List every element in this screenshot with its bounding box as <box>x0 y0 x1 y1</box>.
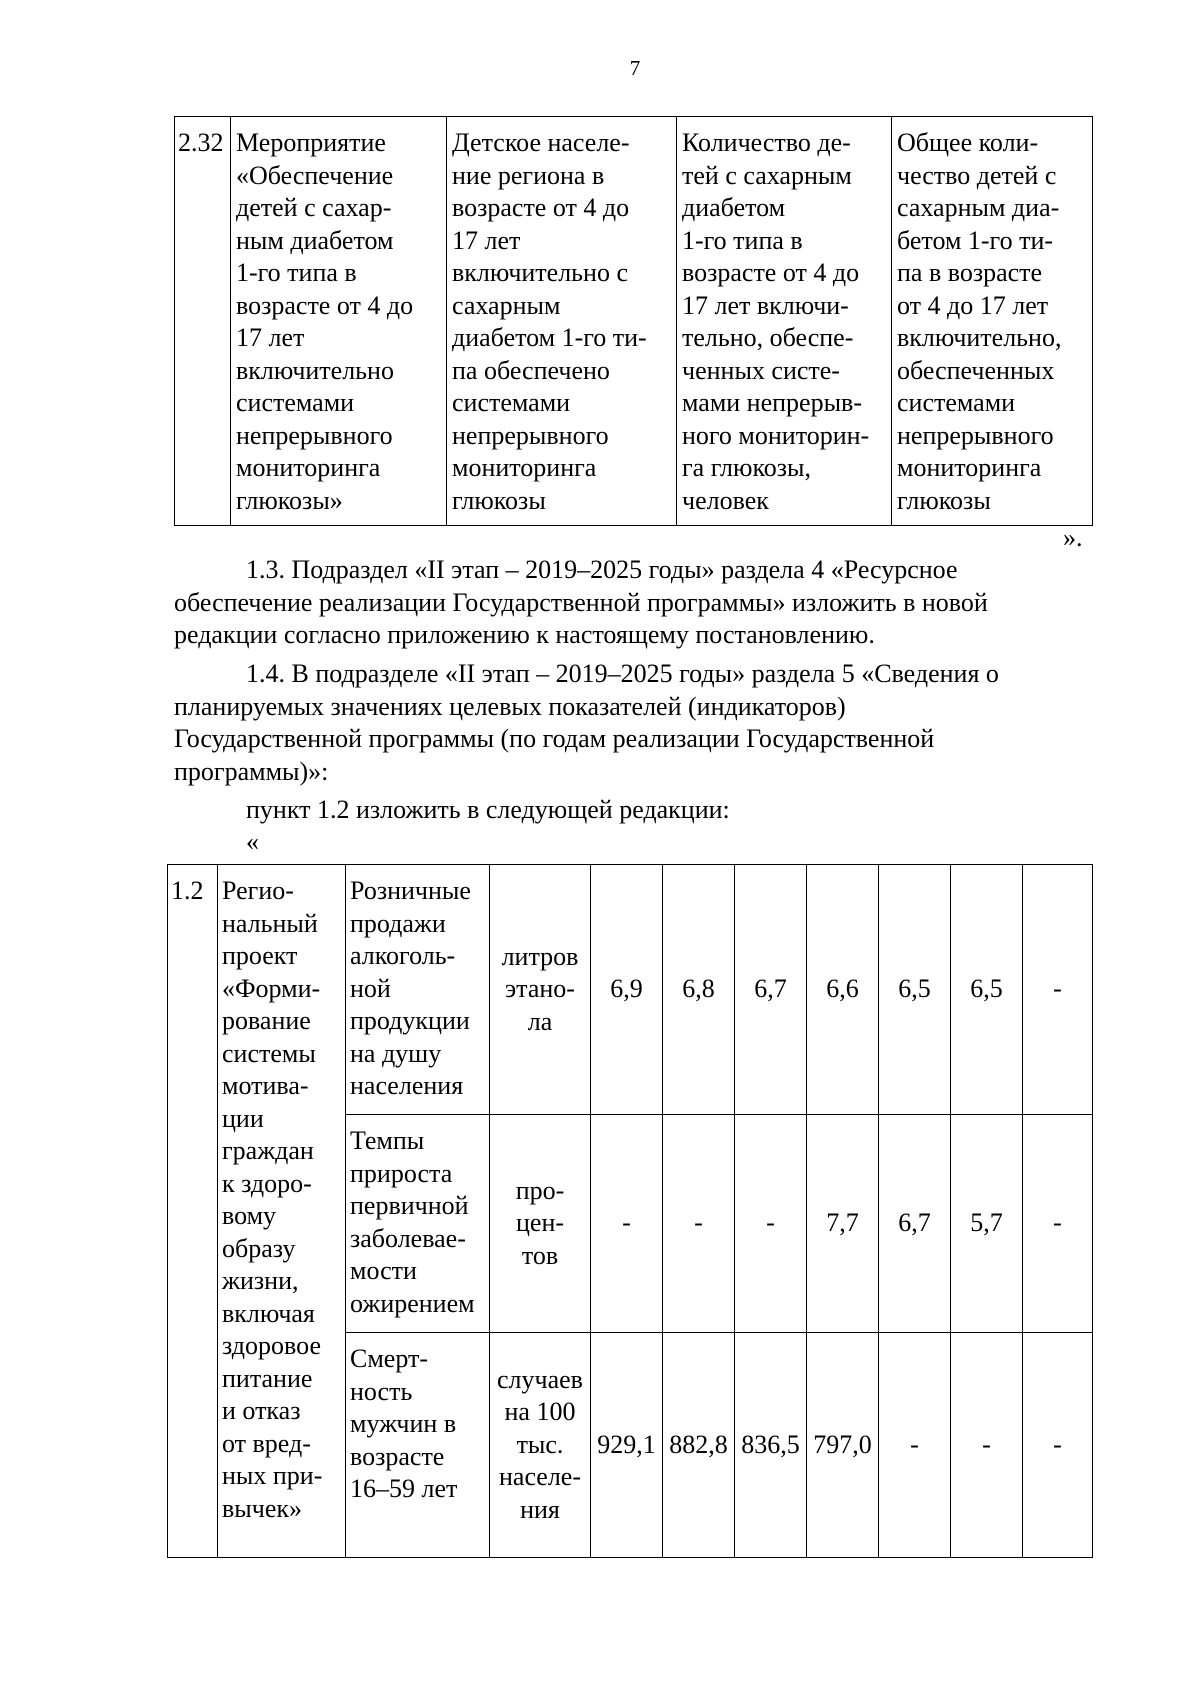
value-cell: 6,7 <box>879 1115 951 1333</box>
cell-line: на душу <box>350 1038 442 1068</box>
activity-name-cell <box>231 117 447 526</box>
value-cell: 836,5 <box>735 1333 807 1558</box>
project-name-cell <box>218 865 346 1558</box>
cell-line: системами <box>897 388 1016 417</box>
cell-line: вычек» <box>222 1493 302 1523</box>
cell-line: па в возрасте <box>897 258 1043 287</box>
cell-line: ожирением <box>350 1288 475 1318</box>
cell-line: возрасте от 4 до <box>682 258 860 287</box>
cell-line: сахарным <box>452 290 561 320</box>
paragraph-point-1-2: пункт 1.2 изложить в следующей редакции: <box>246 795 730 824</box>
indicator-basis-cell <box>892 117 1093 526</box>
cell-line: включительно, <box>897 323 1062 352</box>
cell-line: диабетом 1-го ти- <box>452 323 647 352</box>
value-cell: - <box>1023 865 1093 1115</box>
cell-line: га глюкозы, <box>682 453 811 482</box>
cell-line: населе- <box>498 1462 582 1492</box>
cell-line: ла <box>527 1006 553 1036</box>
cell-line: глюкозы <box>452 485 546 515</box>
unit-cell <box>490 865 591 1115</box>
cell-line: мотива- <box>222 1071 309 1100</box>
cell-line: «Обеспечение <box>236 160 394 190</box>
cell-line: Детское населе- <box>452 128 630 157</box>
cell-line: 17 лет <box>236 323 305 352</box>
value-cell: - <box>663 1115 735 1333</box>
cell-line: мами непрерыв- <box>682 388 862 417</box>
target-description-cell <box>447 117 677 526</box>
cell-line: алкоголь- <box>350 941 456 970</box>
value-cell: 6,5 <box>879 865 951 1115</box>
indicator-name-cell <box>346 1115 490 1333</box>
cell-line: этано- <box>505 974 575 1004</box>
value-cell: 5,7 <box>951 1115 1023 1333</box>
value-cell: 6,6 <box>807 865 879 1115</box>
cell-line: ние региона в <box>452 160 605 190</box>
cell-line: ным диабетом <box>236 225 394 255</box>
cell-line: включительно с <box>452 258 628 287</box>
cell-line: продажи <box>350 908 446 938</box>
cell-line: от 4 до 17 лет <box>897 290 1049 320</box>
cell-line: заболевае- <box>350 1223 466 1253</box>
cell-line: возрасте от 4 до <box>236 290 414 320</box>
cell-line: детей с сахар- <box>236 193 392 222</box>
cell-line: случаев <box>497 1364 583 1394</box>
paragraph-1-4 <box>174 658 1092 788</box>
cell-line: мости <box>350 1256 417 1285</box>
cell-line: от вред- <box>222 1428 311 1458</box>
paragraph-line: 1.4. В подразделе «II этап – 2019–2025 годы» раздела 5 «Сведения о <box>246 659 999 688</box>
table-row <box>168 865 1093 1115</box>
closing-quote: ». <box>1063 523 1083 552</box>
page-number: 7 <box>629 56 641 80</box>
value-cell: 6,7 <box>735 865 807 1115</box>
cell-line: про- <box>515 1175 565 1205</box>
cell-line: образу <box>222 1233 296 1263</box>
cell-line: глюкозы» <box>236 485 343 515</box>
cell-line: и отказ <box>222 1396 301 1425</box>
value-cell: - <box>951 1333 1023 1558</box>
cell-line: первичной <box>350 1191 469 1220</box>
paragraph-line: обеспечение реализации Государственной программы» изложить в новой <box>174 587 988 617</box>
cell-line: сахарным диа- <box>897 193 1060 222</box>
cell-line: тельно, обеспе- <box>682 323 854 352</box>
cell-line: включительно <box>236 355 394 385</box>
paragraph-line: планируемых значениях целевых показателей (индикаторов) <box>174 691 846 721</box>
value-cell: - <box>879 1333 951 1558</box>
cell-line: продукции <box>350 1006 470 1035</box>
paragraph-line: редакции согласно приложению к настоящему постановлению. <box>174 620 875 649</box>
table-indicators-1-2 <box>167 864 1093 1558</box>
row-number: 2.32 <box>175 117 231 526</box>
value-cell: - <box>591 1115 663 1333</box>
cell-line: па обеспечено <box>452 355 610 385</box>
cell-line: системами <box>236 388 355 417</box>
value-cell: 6,8 <box>663 865 735 1115</box>
value-cell: - <box>735 1115 807 1333</box>
paragraph-1-3 <box>174 554 1092 652</box>
cell-line: ных при- <box>222 1461 323 1490</box>
unit-cell <box>490 1115 591 1333</box>
cell-line: «Форми- <box>222 973 321 1003</box>
cell-line: диабетом <box>682 193 786 222</box>
cell-line: Розничные <box>350 876 471 905</box>
cell-line: тов <box>521 1240 559 1270</box>
paragraph-line: Государственной программы (по годам реализации Государственной <box>174 724 935 753</box>
cell-line: цен- <box>515 1208 565 1238</box>
table-row <box>175 117 1093 526</box>
cell-line: Смерт- <box>350 1344 429 1373</box>
cell-line: ной <box>350 973 391 1003</box>
cell-line: вому <box>222 1201 277 1230</box>
cell-line: ность <box>350 1376 413 1406</box>
indicator-name-cell <box>677 117 892 526</box>
cell-line: возрасте от 4 до <box>452 193 630 222</box>
cell-line: проект <box>222 941 298 970</box>
cell-line: ченных систе- <box>682 355 840 385</box>
cell-line: тей с сахарным <box>682 160 852 190</box>
cell-line: ции <box>222 1103 264 1133</box>
value-cell: 6,5 <box>951 865 1023 1115</box>
value-cell: 7,7 <box>807 1115 879 1333</box>
cell-line: Мероприятие <box>236 128 386 157</box>
cell-line: непрерывного <box>452 420 609 450</box>
paragraph-line: 1.3. Подраздел «II этап – 2019–2025 годы» раздела 4 «Ресурсное <box>246 555 958 584</box>
cell-line: глюкозы <box>897 485 991 515</box>
value-cell: 797,0 <box>807 1333 879 1558</box>
cell-line: граждан <box>222 1136 314 1165</box>
cell-line: нальный <box>222 908 318 938</box>
cell-line: Темпы <box>350 1126 425 1155</box>
cell-line: непрерывного <box>236 420 393 450</box>
cell-line: возрасте <box>350 1441 445 1471</box>
indicator-name-cell <box>346 1333 490 1558</box>
cell-line: Общее коли- <box>897 128 1039 157</box>
cell-line: включая <box>222 1298 315 1328</box>
cell-line: литров <box>501 941 579 971</box>
cell-line: мониторинга <box>897 453 1042 482</box>
cell-line: бетом 1-го ти- <box>897 225 1054 255</box>
value-cell: 6,9 <box>591 865 663 1115</box>
cell-line: мониторинга <box>452 453 597 482</box>
value-cell: - <box>1023 1115 1093 1333</box>
cell-line: системами <box>452 388 571 417</box>
cell-line: 17 лет <box>452 225 521 255</box>
cell-line: населения <box>350 1071 464 1100</box>
cell-line: питание <box>222 1363 313 1393</box>
cell-line: системы <box>222 1038 316 1068</box>
cell-line: на 100 <box>504 1397 576 1427</box>
cell-line: мужчин в <box>350 1409 457 1438</box>
cell-line: 17 лет включи- <box>682 290 849 320</box>
cell-line: тыс. <box>516 1429 564 1459</box>
paragraph-line: программы)»: <box>174 756 329 786</box>
cell-line: рование <box>222 1006 311 1035</box>
cell-line: прироста <box>350 1158 453 1188</box>
row-number: 1.2 <box>168 865 218 1558</box>
cell-line: ного мониторин- <box>682 420 870 450</box>
cell-line: 1-го типа в <box>682 225 803 255</box>
cell-line: ния <box>520 1494 560 1524</box>
cell-line: человек <box>682 485 769 515</box>
opening-quote: « <box>246 827 259 856</box>
cell-line: здоровое <box>222 1331 321 1360</box>
cell-line: Регио- <box>222 876 294 905</box>
cell-line: жизни, <box>222 1266 299 1295</box>
indicator-name-cell <box>346 865 490 1115</box>
unit-cell <box>490 1333 591 1558</box>
cell-line: мониторинга <box>236 453 381 482</box>
cell-line: чество детей с <box>897 160 1057 190</box>
value-cell: 929,1 <box>591 1333 663 1558</box>
cell-line: 1-го типа в <box>236 258 357 287</box>
value-cell: 882,8 <box>663 1333 735 1558</box>
table-activity-2-32 <box>174 116 1093 526</box>
cell-line: Количество де- <box>682 128 851 157</box>
cell-line: к здоро- <box>222 1168 312 1198</box>
cell-line: непрерывного <box>897 420 1054 450</box>
cell-line: обеспеченных <box>897 355 1055 385</box>
cell-line: 16–59 лет <box>350 1474 458 1503</box>
value-cell: - <box>1023 1333 1093 1558</box>
